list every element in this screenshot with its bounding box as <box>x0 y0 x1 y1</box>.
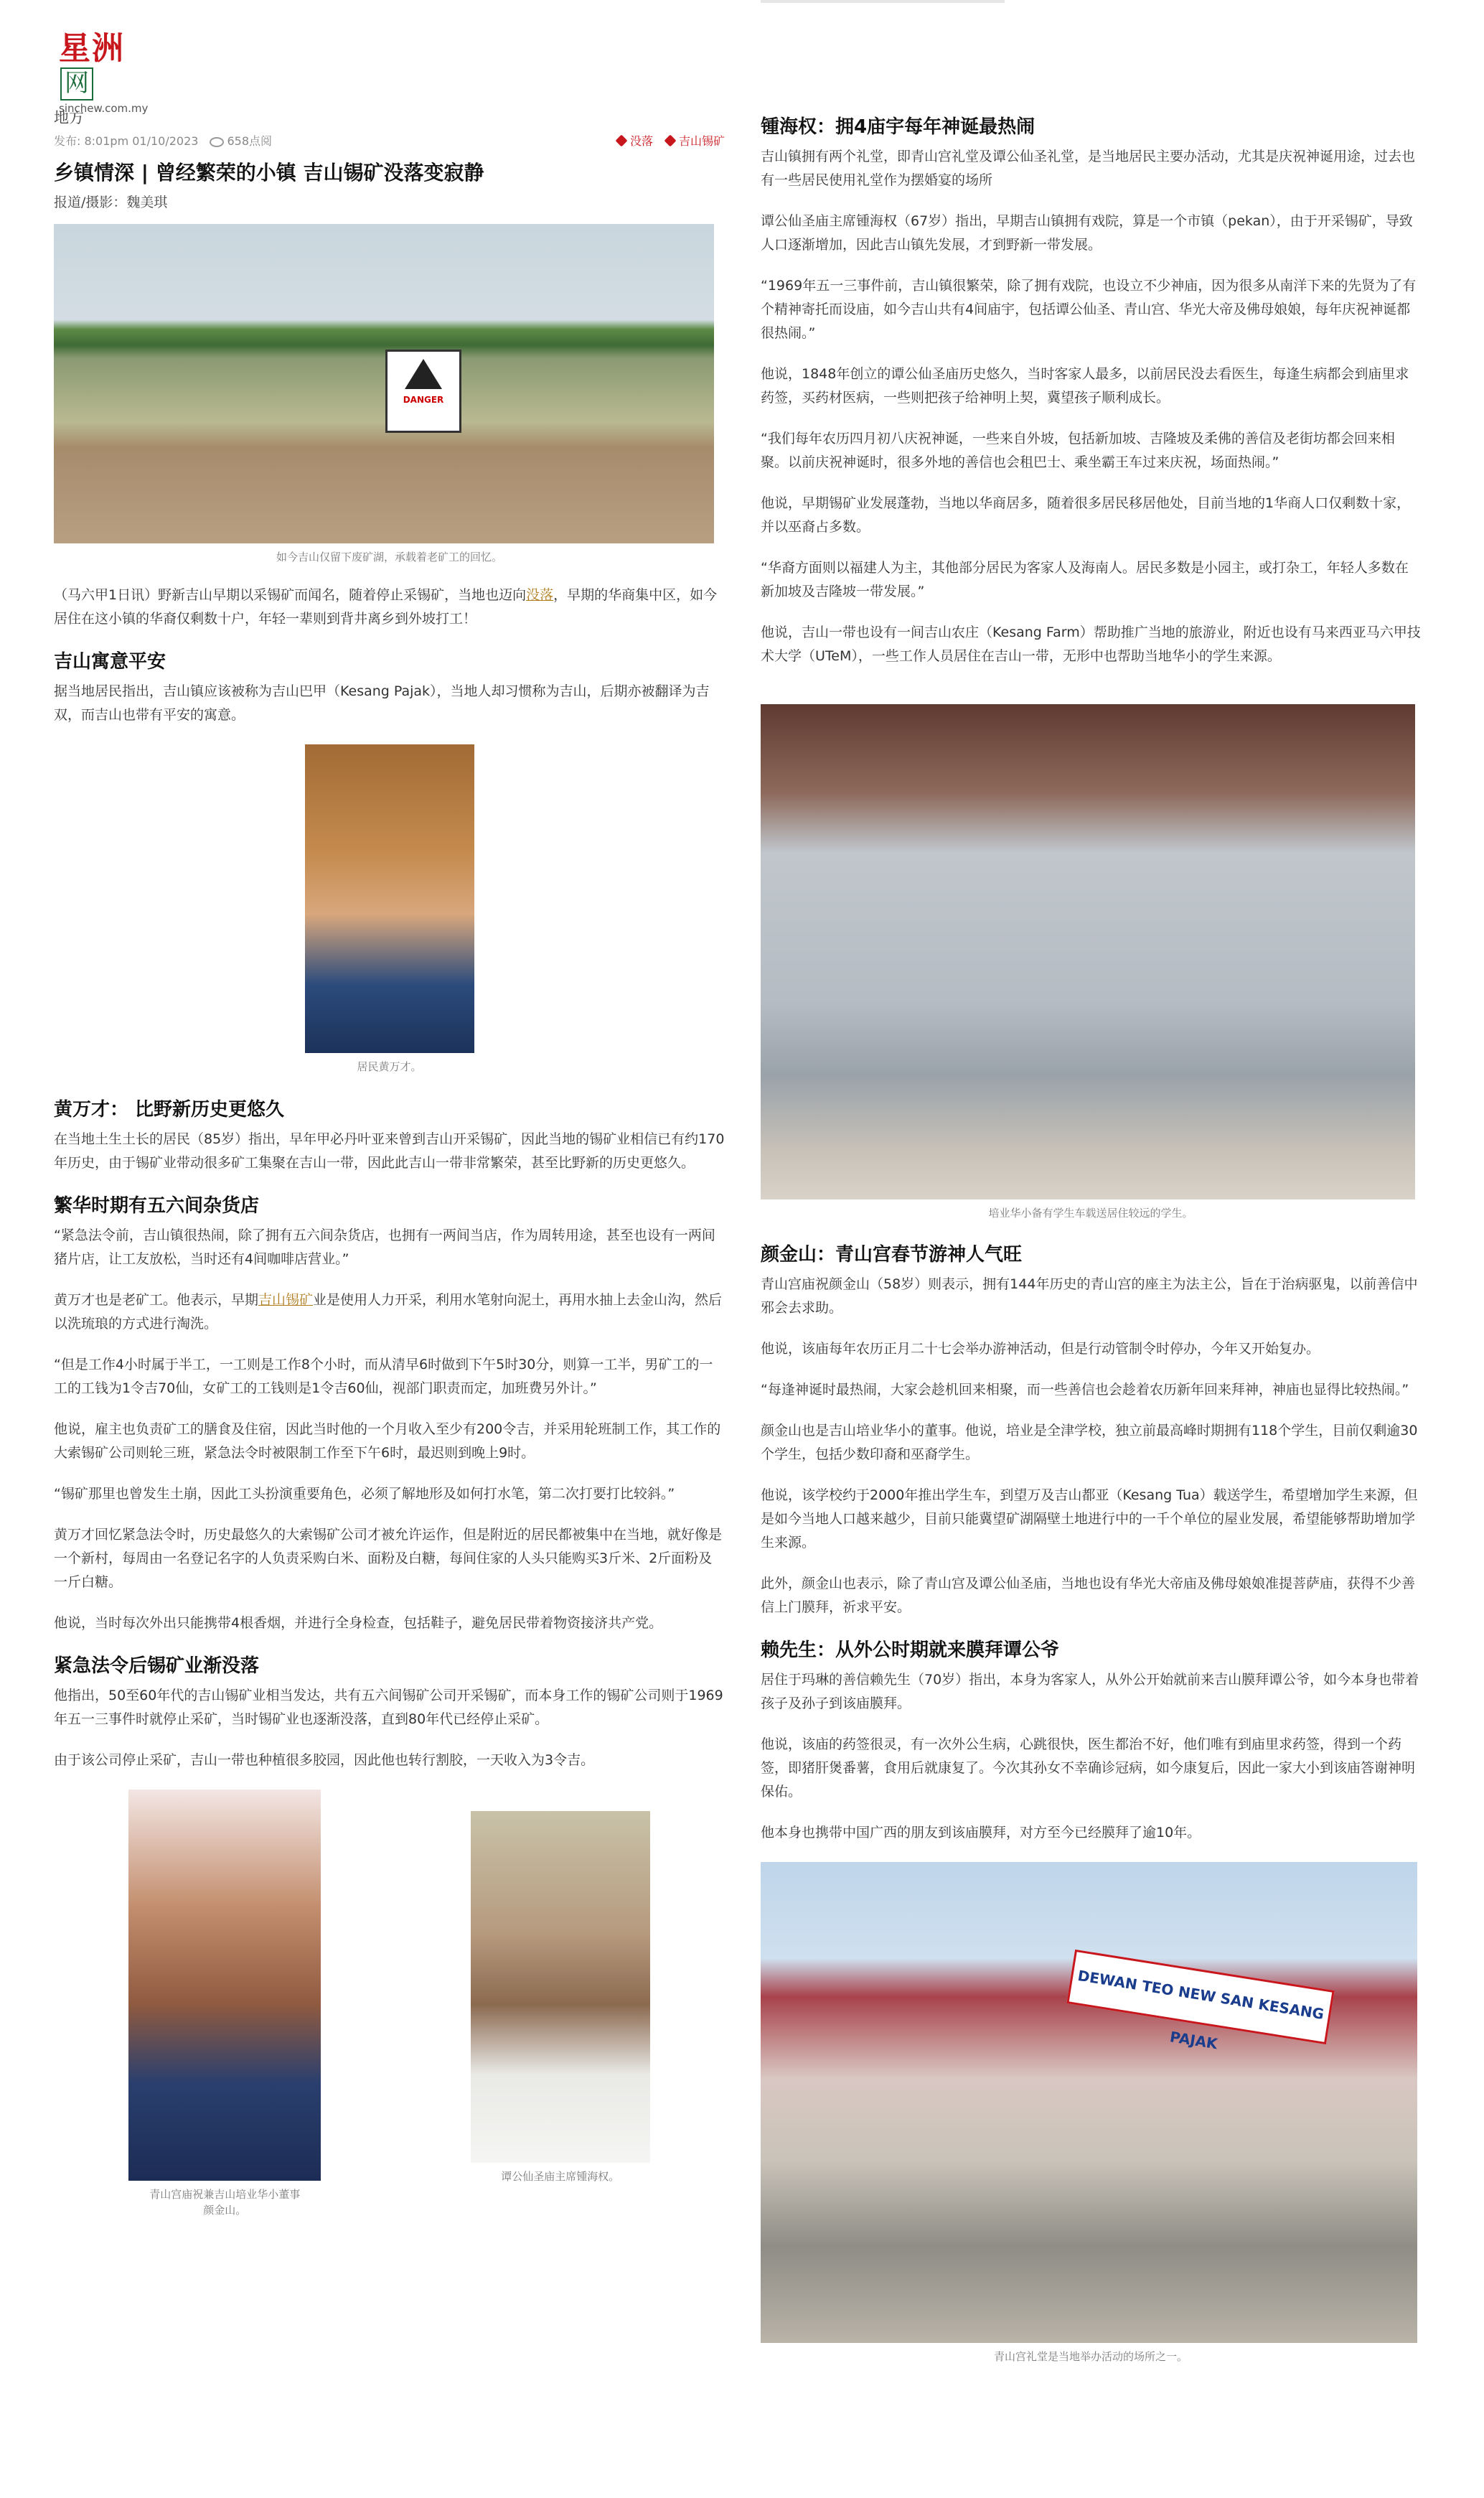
heading-huang: 黄万才： 比野新历史更悠久 <box>54 1099 285 1121</box>
tag-icon <box>615 135 627 147</box>
top-divider <box>761 0 1005 3</box>
paragraph: 吉山镇拥有两个礼堂，即青山宫礼堂及谭公仙圣礼堂，是当地居民主要办活动，尤其是庆祝神诞用途，过去也有一些居民使用礼堂作为摆婚宴的场所 <box>761 149 1416 188</box>
heading-decline: 紧急法令后锡矿业渐没落 <box>54 1655 260 1677</box>
heading-lai: 赖先生：从外公时期就来膜拜谭公爷 <box>761 1639 1060 1661</box>
site-logo[interactable] <box>59 30 152 115</box>
paragraph: 他说，雇主也负责矿工的膳食及住宿，因此当时他的一个月收入至少有200令吉，并采用轮班制工作，其工作的大索锡矿公司则轮三班，紧急法令时被限制工作至下午6时，最迟则到晚上9时。 <box>54 1421 721 1461</box>
paragraph: 居住于玛琳的善信赖先生（70岁）指出，本身为客家人，从外公开始就前来吉山膜拜谭公爷，如今本身也带着孩子及孙子到该庙膜拜。 <box>761 1672 1419 1711</box>
heading-shops: 繁华时期有五六间杂货店 <box>54 1195 260 1217</box>
logo-chinese: 星洲 <box>59 30 125 67</box>
section-label[interactable]: 地方 <box>54 109 84 126</box>
paragraph: 据当地居民指出，吉山镇应该被称为吉山巴甲（Kesang Pajak），当地人却习惯称为吉山，后期亦被翻译为吉双，而吉山也带有平安的寓意。 <box>54 683 710 723</box>
tag-item[interactable]: 吉山锡矿 <box>666 132 725 149</box>
heading-peace: 吉山寓意平安 <box>54 651 166 673</box>
paragraph: “1969年五一三事件前，吉山镇很繁荣，除了拥有戏院，也设立不少神庙，因为很多从南洋下来的先贤为了有个精神寄托而设庙，如今吉山共有4间庙宇，包括谭公仙圣、青山宫、华光大帝及佛母娘娘，每年庆祝神诞都很热闹。” <box>761 278 1417 341</box>
portrait3-caption: 谭公仙圣庙主席锺海权。 <box>501 2170 620 2183</box>
car-caption: 培业华小备有学生车载送居住较远的学生。 <box>988 1207 1193 1220</box>
paragraph: “锡矿那里也曾发生土崩，因此工头扮演重要角色，必须了解地形及如何打水笔，第二次打要打比较斜。” <box>54 1486 675 1502</box>
article-header <box>54 106 725 211</box>
paragraph: 谭公仙圣庙主席锺海权（67岁）指出，早期吉山镇拥有戏院，算是一个市镇（pekan），由于开采锡矿，导致人口逐渐增加，因此吉山镇先发展，才到野新一带发展。 <box>761 213 1413 253</box>
paragraph: “华裔方面则以福建人为主，其他部分居民为客家人及海南人。居民多数是小园主，或打杂工，年轻人多数在新加坡及吉隆坡一带发展。” <box>761 560 1409 599</box>
portrait-huang-photo[interactable] <box>305 744 474 1053</box>
paragraph: 他本身也携带中国广西的朋友到该庙膜拜，对方至今已经膜拜了逾10年。 <box>761 1825 1201 1840</box>
school-car-photo[interactable] <box>761 704 1415 1199</box>
tag-link-tin-mine[interactable]: 吉山锡矿 <box>258 1292 314 1308</box>
lake-photo[interactable] <box>54 224 714 543</box>
hall-figure <box>761 1862 1421 2364</box>
paragraph: 颜金山也是吉山培业华小的董事。他说，培业是全津学校，独立前最高峰时期拥有118个学生，目前仅剩逾30个学生，包括少数印裔和巫裔学生。 <box>761 1423 1418 1462</box>
portrait-zhong-photo[interactable] <box>471 1811 650 2163</box>
lake-caption: 如今吉山仅留下废矿湖，承载着老矿工的回忆。 <box>276 551 502 563</box>
portrait2-caption: 青山宫庙祝兼吉山培业华小董事 颜金山。 <box>149 2188 301 2217</box>
paragraph: 在当地土生土长的居民（85岁）指出，早年甲必丹叶亚来曾到吉山开采锡矿，因此当地的锡矿业相信已有约170年历史，由于锡矿业带动很多矿工集聚在吉山一带，因此此吉山一带非常繁荣，甚至比野新的历史更悠久。 <box>54 1131 725 1171</box>
paragraph: 他说，该庙每年农历正月二十七会举办游神活动，但是行动管制令时停办，今年又开始复办。 <box>761 1341 1320 1357</box>
paragraph: “我们每年农历四月初八庆祝神诞，一些来自外坡，包括新加坡、吉隆坡及柔佛的善信及老街坊都会回来相聚。以前庆祝神诞时，很多外地的善信也会租巴士、乘坐霸王车过来庆祝，场面热闹。” <box>761 431 1395 470</box>
paragraph: 黄万才回忆紧急法令时，历史最悠久的大索锡矿公司才被允许运作，但是附近的居民都被集中在当地，就好像是一个新村，每周由一名登记名字的人负责采购白米、面粉及白糖，每间住家的人头只能购买3斤米、2斤面粉及一斤白糖。 <box>54 1527 723 1590</box>
portrait2-figure <box>128 1790 321 2218</box>
paragraph: 他指出，50至60年代的吉山锡矿业相当发达，共有五六间锡矿公司开采锡矿，而本身工作的锡矿公司则于1969年五一三事件时就停止采矿，当时锡矿业也逐渐没落，直到80年代已经停止采矿。 <box>54 1688 723 1727</box>
paragraph: “紧急法令前，吉山镇很热闹，除了拥有五六间杂货店，也拥有一两间当店，作为周转用途，甚至也设有一两间猪片店，让工友放松，当时还有4间咖啡店营业。” <box>54 1227 715 1267</box>
logo-box: 网 <box>60 67 93 100</box>
paragraph: 他说，吉山一带也设有一间吉山农庄（Kesang Farm）帮助推广当地的旅游业，附近也设有马来西亚马六甲技术大学（UTeM），一些工作人员居住在吉山一带，无形中也帮助当地华小的学生来源。 <box>761 624 1421 664</box>
car-figure <box>761 704 1421 1221</box>
portrait-yan-photo[interactable] <box>128 1790 321 2181</box>
tag-icon <box>664 135 676 147</box>
warning-icon <box>405 359 442 389</box>
logo-domain: sinchew.com.my <box>59 102 149 115</box>
byline: 报道/摄影：魏美琪 <box>54 195 168 210</box>
eye-icon <box>210 137 224 147</box>
publish-time: 发布: 8:01pm 01/10/2023 <box>54 134 199 148</box>
heading-zhong: 锺海权：拥4庙宇每年神诞最热闹 <box>761 116 1035 138</box>
paragraph: 他说，该庙的药签很灵，有一次外公生病，心跳很快，医生都治不好，他们唯有到庙里求药签，得到一个药签，即猪肝煲番薯，食用后就康复了。今次其孙女不幸确诊冠病，如今康复后，因此一家大小到该庙答谢神明保佑。 <box>761 1736 1416 1800</box>
portrait1-figure <box>54 744 725 1075</box>
lake-figure <box>54 224 725 565</box>
paragraph: 由于该公司停止采矿，吉山一带也种植很多胶园，因此他也转行割胶，一天收入为3令吉。 <box>54 1752 595 1768</box>
hall-caption: 青山宫礼堂是当地举办活动的场所之一。 <box>993 2350 1188 2363</box>
hall-banner: DEWAN TEO NEW SAN KESANG PAJAK <box>1066 1950 1334 2044</box>
portrait1-caption: 居民黄万才。 <box>357 1060 422 1073</box>
temple-hall-photo[interactable] <box>761 1862 1417 2343</box>
paragraph: 此外，颜金山也表示，除了青山宫及谭公仙圣庙，当地也设有华光大帝庙及佛母娘娘准提菩萨庙，获得不少善信上门膜拜，祈求平安。 <box>761 1576 1416 1615</box>
portrait-pair <box>54 1790 725 2218</box>
paragraph: 他说，早期锡矿业发展蓬勃，当地以华商居多，随着很多居民移居他处，目前当地的1华商人口仅剩数十家，并以巫裔占多数。 <box>761 495 1411 535</box>
tag-link-decline[interactable]: 没落 <box>526 587 554 603</box>
paragraph: 他说，当时每次外出只能携带4根香烟，并进行全身检查，包括鞋子，避免居民带着物资接济共产党。 <box>54 1615 663 1631</box>
paragraph: “但是工作4小时属于半工，一工则是工作8个小时，而从清早6时做到下午5时30分，则算一工半，男矿工的一工的工钱为1令吉70仙，女矿工的工钱则是1令吉60仙，视部门职责而定，加班费另外计。” <box>54 1357 713 1396</box>
article-title: 乡镇情深 | 曾经繁荣的小镇 吉山锡矿没落变寂静 <box>54 161 484 184</box>
paragraph: 他说，该学校约于2000年推出学生车，到望万及吉山都亚（Kesang Tua）载送学生，希望增加学生来源，但是如今当地人口越来越少，目前只能冀望矿湖隔壁土地进行中的一千个单位的屋业发展，希望能够帮助增加学生来源。 <box>761 1487 1418 1550</box>
tag-item[interactable]: 没落 <box>617 132 653 149</box>
heading-yan: 颜金山：青山宫春节游神人气旺 <box>761 1244 1023 1266</box>
right-column <box>761 113 1421 2364</box>
left-column <box>54 106 725 2218</box>
danger-sign: DANGER <box>385 350 461 433</box>
paragraph: 青山宫庙祝颜金山（58岁）则表示，拥有144年历史的青山宫的座主为法主公，旨在于治病驱鬼，以前善信中邪会去求助。 <box>761 1276 1418 1316</box>
view-count: 658点阅 <box>210 132 272 149</box>
paragraph: 他说，1848年创立的谭公仙圣庙历史悠久，当时客家人最多，以前居民没去看医生，每逢生病都会到庙里求药签，买药材医病，一些则把孩子给神明上契，冀望孩子顺利成长。 <box>761 366 1409 406</box>
intro-paragraph: （马六甲1日讯）野新吉山早期以采锡矿而闻名，随着停止采锡矿，当地也迈向没落，早期的华商集中区，如今居住在这小镇的华裔仅剩数十户，年轻一辈则到背井离乡到外坡打工！ <box>54 587 718 627</box>
portrait3-figure <box>471 1790 650 2218</box>
paragraph: “每逢神诞时最热闹，大家会趁机回来相聚，而一些善信也会趁着农历新年回来拜神，神庙也显得比较热闹。” <box>761 1382 1409 1398</box>
paragraph: 黄万才也是老矿工。他表示，早期吉山锡矿业是使用人力开采，利用水笔射向泥土，再用水抽上去金山沟，然后以洗琉琅的方式进行淘洗。 <box>54 1292 723 1332</box>
tag-list <box>617 132 725 149</box>
